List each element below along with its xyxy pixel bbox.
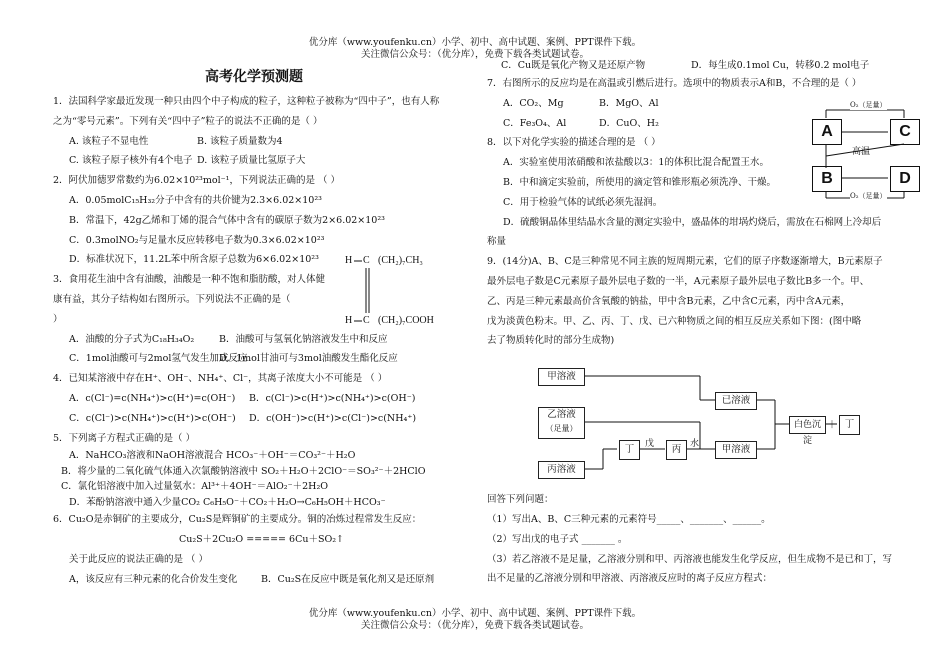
flow-box-ding2: 丁 <box>839 415 860 435</box>
q1-stem-1: 1．法国科学家最近发现一种只由四个中子构成的粒子，这种粒子被称为“四中子”，也有人称 <box>53 96 440 107</box>
q8-stem: 8．以下对化学实验的描述合理的是 （ ） <box>487 137 661 149</box>
flow-box-yi <box>538 407 585 439</box>
flow-plus: ＋ <box>827 420 837 431</box>
q4-options-row-2 <box>53 409 470 429</box>
struct-top-chain: (CH₂)₇CH₃ <box>378 255 423 266</box>
q6-options-row-1 <box>53 570 470 590</box>
q4-options-row-1 <box>53 389 470 409</box>
oleic-acid-structure <box>345 255 465 333</box>
q4-option-d: D．c(OH⁻)>c(H⁺)>c(Cl⁻)>c(NH₄⁺) <box>249 412 417 424</box>
footer-line-1: 优分库（www.youfenku.cn）小学、初中、高中试题、案例、PPT课件下载。 <box>308 608 642 619</box>
struct-c-top: C <box>363 255 370 266</box>
q1-options-row-1 <box>53 132 470 152</box>
q2-stem: 2．阿伏加德罗常数约为6.02×10²³mol⁻¹，下列说法正确的是 （ ） <box>53 175 340 187</box>
struct-h-top: H <box>345 255 353 266</box>
q9-part-2: （2）写出戊的电子式 _______ 。 <box>487 533 628 545</box>
footer-line-2: 关注微信公众号：（优分库），免费下载各类试题试卷。 <box>360 620 589 631</box>
q3-option-b: B．油酸可与氢氧化钠溶液发生中和反应 <box>219 333 388 345</box>
flow-yi-note: （足量） <box>545 424 578 433</box>
q7-label-top: O₂（足量） <box>850 101 887 109</box>
q5-option-d: D．苯酚钠溶液中通入少量CO₂ C₆H₅O⁻＋CO₂＋H₂O→C₆H₅OH＋HCO₃⁻ <box>69 496 386 508</box>
struct-c-bottom: C <box>363 315 370 326</box>
q3-options-row-2 <box>53 349 470 369</box>
q6-option-d: D．每生成0.1mol Cu，转移0.2 mol电子 <box>691 60 870 71</box>
q3-option-a: A．油酸的分子式为C₁₈H₃₄O₂ <box>69 333 195 345</box>
struct-h-bottom: H <box>345 315 353 326</box>
struct-bonds <box>345 255 465 333</box>
q3-option-d: D．1mol甘油可与3mol油酸发生酯化反应 <box>219 353 398 365</box>
q3-stem-1: 3．食用花生油中含有油酸，油酸是一种不饱和脂肪酸，对人体健 <box>53 274 326 286</box>
q5-option-c: C．氯化铝溶液中加入过量氨水：Al³⁺＋4OH⁻＝AlO₂⁻＋2H₂O <box>61 481 329 493</box>
q6-option-a: A，该反应有三种元素的化合价发生变化 <box>69 573 238 585</box>
q1-options-row-2 <box>53 151 470 171</box>
header-line-2: 关注微信公众号：（优分库），免费下载各类试题试卷。 <box>360 49 589 60</box>
flow-yi-label: 乙溶液 <box>547 409 576 420</box>
q6-option-b: B．Cu₂S在反应中既是氧化剂又是还原剂 <box>261 573 435 585</box>
q1-stem-2: 之为“零号元素”。下列有关“四中子”粒子的说法不正确的是（ ） <box>53 115 323 127</box>
q6-stem: 6．Cu₂O是赤铜矿的主要成分，Cu₂S是辉铜矿的主要成分。铜的冶炼过程常发生反应： <box>53 514 422 526</box>
q1-option-d: D. 该粒子质量比氢原子大 <box>197 155 306 167</box>
q7-box-c: C <box>890 119 920 145</box>
q9-stem-1: 9．(14分)A、B、C是三种常见不同主族的短周期元素，它们的原子序数逐渐增大，B元素原子 <box>487 256 883 268</box>
flow-box-ji: 已溶液 <box>715 392 757 410</box>
q3-stem-2: 康有益，其分子结构如右图所示。下列说法不正确的是（ <box>53 293 291 305</box>
q9-stem-4: 戊为淡黄色粉末。甲、乙、丙、丁、戊、已六种物质之间的相互反应关系如下图：(图中略 <box>487 315 862 327</box>
flow-label-shui: 水 <box>690 438 700 448</box>
q4-stem: 4．已知某溶液中存在H⁺、OH⁻、NH₄⁺、Cl⁻，其离子浓度大小不可能是 （ ） <box>53 373 388 385</box>
q7-label-bottom: O₂（足量） <box>850 192 887 200</box>
q1-option-a: A. 该粒子不显电性 <box>69 135 149 147</box>
page-title: 高考化学预测题 <box>205 69 303 85</box>
q5-option-b: B．将少量的二氧化硫气体通入次氯酸钠溶液中 SO₂＋H₂O＋2ClO⁻＝SO₃²⁻＋2HClO <box>61 465 426 477</box>
q2-option-a: A．0.05molC₁₅H₃₂分子中含有的共价键为2.3×6.02×10²³ <box>69 194 322 206</box>
q9-stem-2: 最外层电子数是C元素原子最外层电子数的一半，A元素原子最外层电子数比B多一个。甲、 <box>487 275 870 287</box>
q7-box-a: A <box>812 119 842 145</box>
flow-box-bing2: 丙 <box>666 440 687 460</box>
q7-option-a: A．CO₂、Mg <box>503 97 564 109</box>
q9-stem-3: 乙、丙是三种元素最高价含氧酸的钠盐，甲中含B元素，乙中含C元素，丙中含A元素， <box>487 295 851 307</box>
q1-option-b: B. 该粒子质量数为4 <box>197 135 283 147</box>
header-line-1: 优分库（www.youfenku.cn）小学、初中、高中试题、案例、PPT课件下载。 <box>308 37 642 48</box>
q7-option-d: D．CuO、H₂ <box>599 117 659 129</box>
flow-box-jia2: 甲溶液 <box>715 441 757 459</box>
flow-box-ding: 丁 <box>619 440 640 460</box>
q9-part-1: （1）写出A、B、C三种元素的元素符号_____、_______、______。 <box>487 513 771 525</box>
flow-label-wu: 戊 <box>645 438 655 448</box>
q5-option-a: A．NaHCO₃溶液和NaOH溶液混合 HCO₃⁻＋OH⁻＝CO₃²⁻＋H₂O <box>69 450 356 462</box>
q8-option-d-1: D．硫酸铜晶体里结晶水含量的测定实验中，盛晶体的坩埚灼烧后，需放在石棉网上冷却后 <box>503 216 882 228</box>
q4-option-a: A．c(Cl⁻)=c(NH₄⁺)>c(H⁺)=c(OH⁻) <box>69 392 236 404</box>
q7-label-mid: 高温 <box>852 147 871 157</box>
q3-option-c: C．1mol油酸可与2mol氢气发生加成反应 <box>69 353 248 365</box>
q8-option-d-2: 称量 <box>487 236 507 248</box>
q2-option-d: D．标准状况下，11.2L苯中所含原子总数为6×6.02×10²³ <box>69 254 319 266</box>
q9-stem-5: 去了物质转化时的部分生成物) <box>487 335 615 347</box>
q7-box-d: D <box>890 166 920 192</box>
flow-box-white: 白色沉淀 <box>789 416 826 434</box>
q7-stem: 7．右图所示的反应均是在高温或引燃后进行。选项中的物质表示A和B，不合理的是（ ） <box>487 78 862 89</box>
q7-diagram <box>812 101 924 204</box>
q7-box-b: B <box>812 166 842 192</box>
q6-option-c: C．Cu既是氧化产物又是还原产物 <box>501 60 646 71</box>
q5-stem: 5．下列离子方程式正确的是（ ） <box>53 432 196 444</box>
flow-box-bing: 丙溶液 <box>538 461 585 479</box>
q9-answer-intro: 回答下列问题： <box>487 494 554 506</box>
q8-option-a: A．实验室使用浓硝酸和浓盐酸以3：1的体积比混合配置王水。 <box>503 157 769 169</box>
q8-option-c: C．用于检验气体的试纸必须先湿润。 <box>503 196 663 208</box>
q9-part-3a: （3）若乙溶液不是足量，乙溶液分别和甲、丙溶液也能发生化学反应，但生成物不是已和丁，写 <box>487 553 893 565</box>
q7-option-c: C．Fe₃O₄、Al <box>503 117 567 129</box>
q6-options-row-2 <box>487 57 907 74</box>
q4-option-c: C．c(Cl⁻)>c(NH₄⁺)>c(H⁺)>c(OH⁻) <box>69 412 236 424</box>
struct-bottom-chain: (CH₂)₇COOH <box>378 315 434 326</box>
q2-option-b: B．常温下，42g乙烯和丁烯的混合气体中含有的碳原子数为2×6.02×10²³ <box>69 214 385 226</box>
q9-flow-diagram <box>535 364 875 486</box>
q6-equation: Cu₂S＋2Cu₂O ===== 6Cu＋SO₂↑ <box>178 534 345 546</box>
q9-part-3b: 出不足量的乙溶液分别和甲溶液、丙溶液反应时的离子反应方程式： <box>487 573 773 585</box>
q7-option-b: B．MgO、Al <box>599 97 659 109</box>
q8-option-b: B．中和滴定实验前，所使用的滴定管和锥形瓶必须洗净、干燥。 <box>503 176 776 188</box>
q4-option-b: B．c(Cl⁻)>c(H⁺)>c(NH₄⁺)>c(OH⁻) <box>249 392 416 404</box>
flow-box-jia: 甲溶液 <box>538 368 585 386</box>
q3-stem-3: ） <box>53 313 63 325</box>
q2-option-c: C．0.3molNO₂与足量水反应转移电子数为0.3×6.02×10²³ <box>69 234 325 246</box>
q6-ask: 关于此反应的说法正确的是 （ ） <box>69 553 209 565</box>
q1-option-c: C. 该粒子原子核外有4个电子 <box>69 155 193 167</box>
